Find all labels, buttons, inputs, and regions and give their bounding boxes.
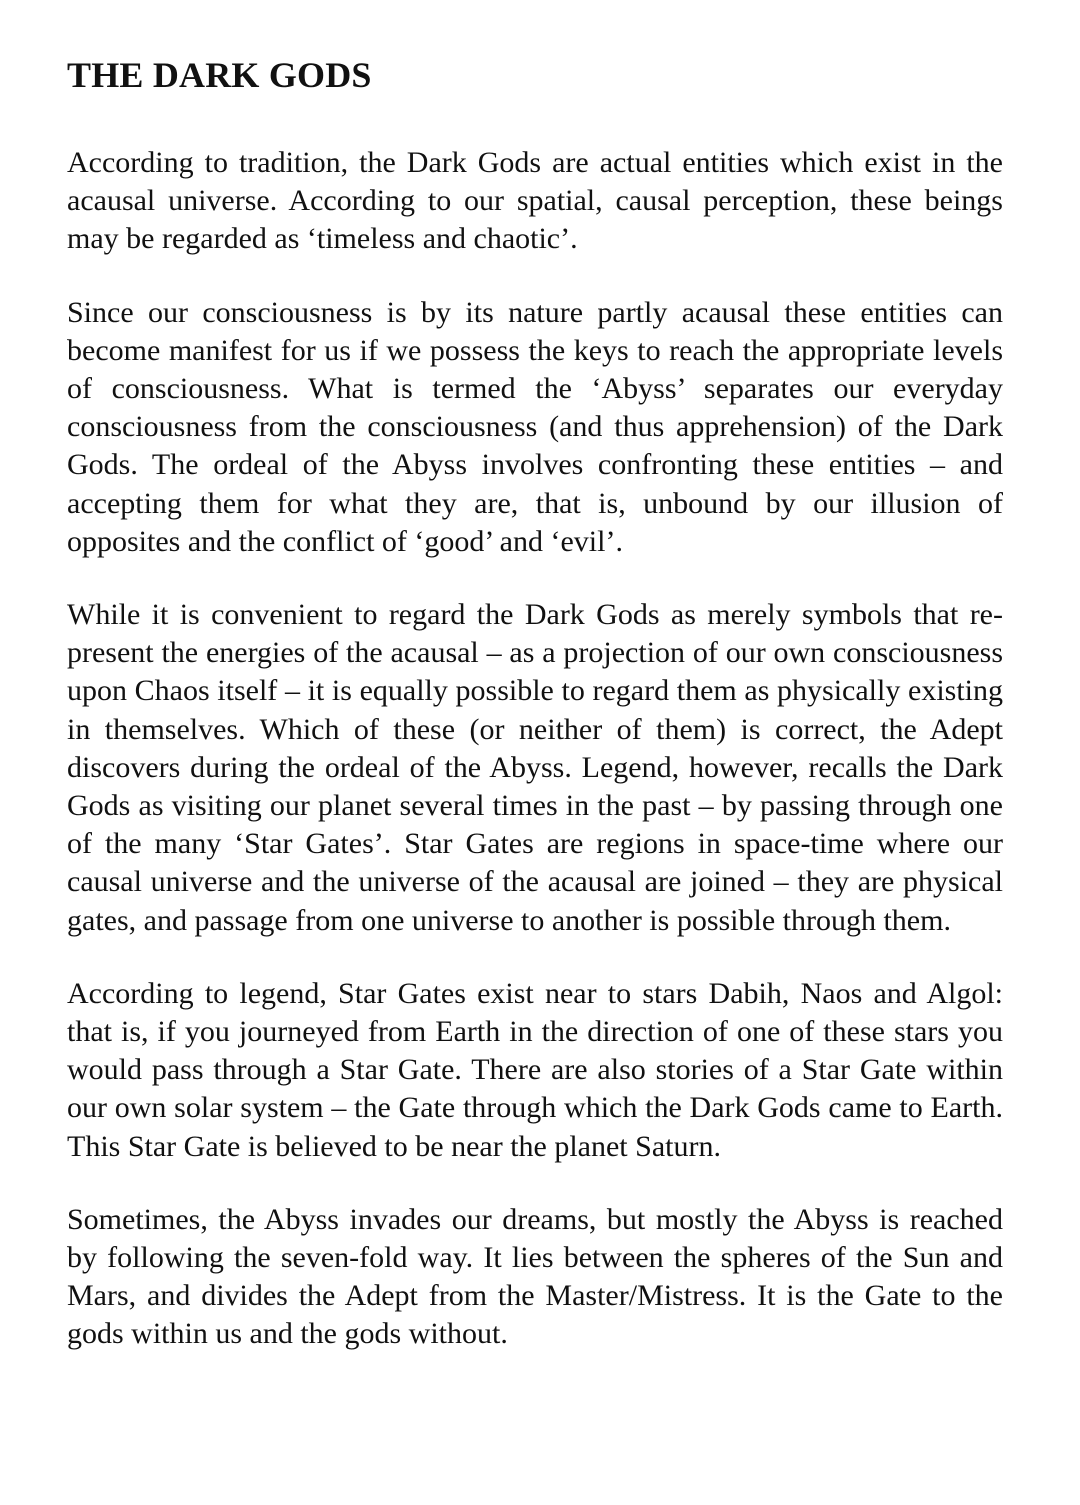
document-page <box>67 50 1003 1389</box>
paragraph-tradition: According to tradition, the Dark Gods are actual entities which exist in the acausal universe. According to our spatial, causal perception, these beings may be regarded as ‘timeless and chaotic’. <box>67 146 1003 256</box>
paragraph-seven-fold-way: Sometimes, the Abyss invades our dreams, but mostly the Abyss is reached by following the seven-fold way. It lies between the spheres of the Sun and Mars, and divides the Adept from the Master/Mistress. It is the Gate to the gods within us and the gods without. <box>67 1202 1003 1351</box>
paragraph-legend-stars: According to legend, Star Gates exist near to stars Dabih, Naos and Algol: that is, if you journeyed from Earth in the direction of one of these stars you would pass through a Star Gate. There are also stories of a Star Gate within our own solar system – the Gate through which the Dark Gods came to Earth. This Star Gate is believed to be near the planet Saturn. <box>67 976 1003 1163</box>
document-title: THE DARK GODS <box>67 55 372 95</box>
paragraph-abyss-consciousness: Since our consciousness is by its nature partly acausal these entities can become manifest for us if we possess the keys to reach the appropriate levels of consciousness. What is termed the ‘Abyss’ separates our everyday consciousness from the consciousness (and thus apprehension) of the Dark Gods. The ordeal of the Abyss involves confronting these entities – and accepting them for what they are, that is, unbound by our illusion of opposites and the conflict of ‘good’ and ‘evil’. <box>67 295 1003 558</box>
paragraph-star-gates: While it is convenient to regard the Dark Gods as merely symbols that re-present the energies of the acausal – as a projection of our own consciousness upon Chaos itself – it is equally possible to regard them as physically existing in themselves. Which of these (or neither of them) is correct, the Adept discovers during the ordeal of the Abyss. Legend, however, recalls the Dark Gods as visiting our planet several times in the past – by passing through one of the many ‘Star Gates’. Star Gates are regions in space-time where our causal universe and the universe of the acausal are joined – they are physical gates, and passage from one universe to another is possible through them. <box>67 598 1003 937</box>
